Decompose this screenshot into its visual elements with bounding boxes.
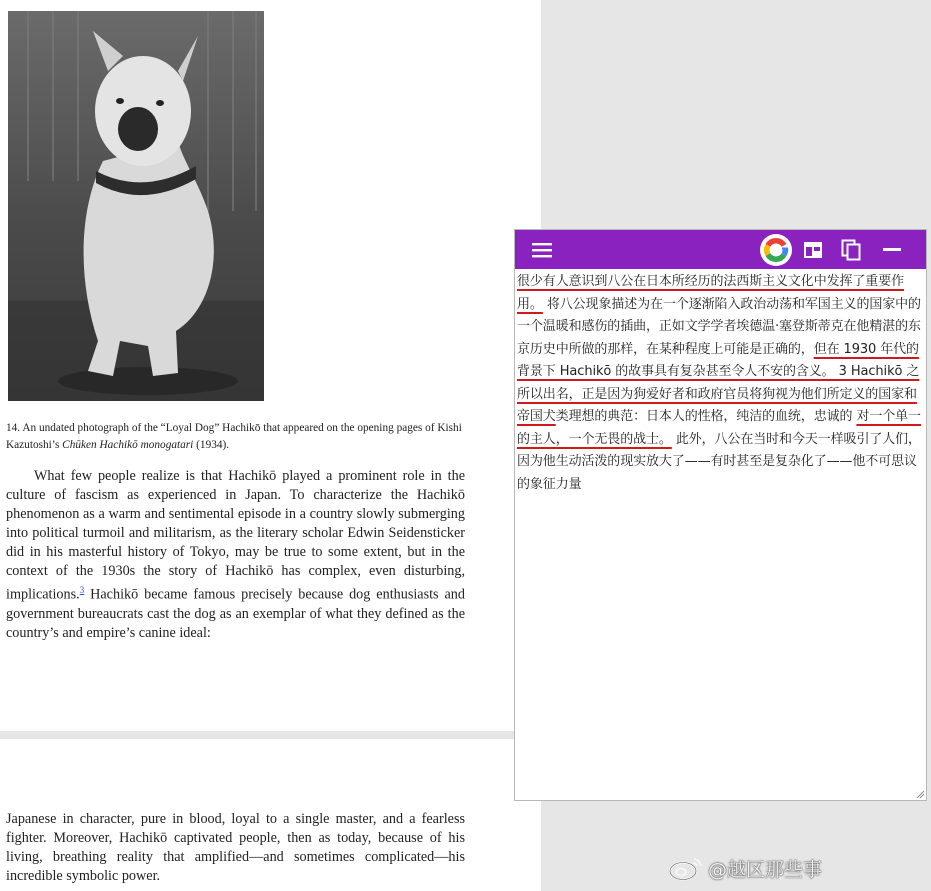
translation-text: [515, 269, 926, 496]
text-segment: 将八公现象描述为在一个逐渐陷入政治动荡和军国主义的国家中的一个温暖和感伤的插曲，正如文学学者埃德温·塞登斯蒂克在他精湛的东京历史中所做的那样，在某种程度上可能是正确的，: [517, 296, 921, 357]
resize-grip-icon[interactable]: [915, 789, 925, 799]
minimize-icon[interactable]: [877, 230, 907, 269]
translation-panel: [514, 229, 927, 801]
weibo-logo-icon: [668, 855, 704, 881]
watermark-text: @越区那些事: [708, 858, 823, 881]
hamburger-menu-icon[interactable]: [527, 230, 557, 269]
highlighted-segment: 很少有人意识到八公在日本所经历的法西斯主义文化中发挥了重要作用。: [517, 274, 905, 312]
google-logo-icon[interactable]: [758, 230, 794, 269]
book-paragraph-2: Japanese in character, pure in blood, loyal to a single master, and a fearless fighter. Moreover, Hachikō captivated people, then as today, because of his living, breathing reality that amplified—and sometimes complicated—his incredible symbolic power.: [6, 811, 465, 884]
hachiko-photo: [8, 11, 264, 401]
photo-caption: 14. An undated photograph of the “Loyal Dog” Hachikō that appeared on the opening pages of Kishi Kazutoshi’s Chūken Hachikō monogatari (1934).: [6, 422, 462, 451]
book-page-1: [0, 0, 541, 731]
highlighted-segment: 对一个单一的主人，一个无畏的战士。: [517, 409, 921, 447]
book-paragraph-1: What few people realize is that Hachikō played a prominent role in the culture of fascism as experienced in Japan. To characterize the Hachikō phenomenon as a warm and sentimental episode in a country slowly submerging into political turmoil and militarism, as the literary scholar Edwin Seidensticker did in his masterful history of Tokyo, may be true to some extent, but in the context of the 1930s the story of Hachikō has complex, even disturbing, implications.$^3$ Hachikō became famous precisely because dog enthusiasts and government bureaucrats cast the dog as an exemplar of what they defined as the country’s and empire’s canine ideal:: [6, 468, 465, 641]
footnote-link[interactable]: 3: [79, 585, 85, 595]
text-segment: 此外，八公在当时和今天一样吸引了人们，因为他生动活泼的现实放大了——有时甚至是复杂化了——他不可思议的象征力量: [517, 431, 921, 492]
text-segment: 类理想的典范：日本人的性格，纯洁的血统，忠诚的: [555, 409, 857, 424]
layout-grid-icon[interactable]: [799, 230, 827, 269]
translation-toolbar: [515, 230, 926, 269]
highlighted-segment: 但在 1930 年代的背景下 Hachikō 的故事具有复杂甚至令人不安的含义。 3 Hachikō 之所以出名，正是因为狗爱好者和政府官员将狗视为他们所定义的国家和帝国犬: [517, 341, 920, 424]
watermark: [668, 852, 926, 884]
copy-icon[interactable]: [837, 230, 865, 269]
book-page-2: [0, 739, 541, 891]
